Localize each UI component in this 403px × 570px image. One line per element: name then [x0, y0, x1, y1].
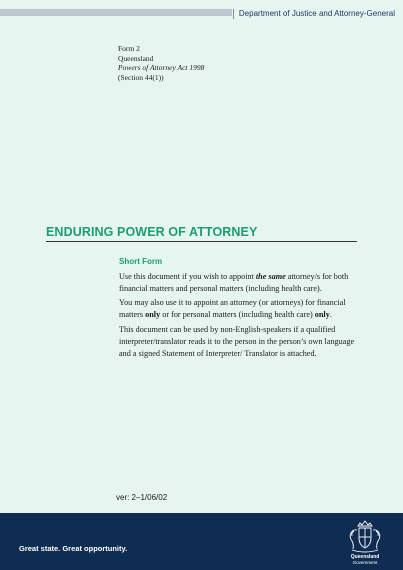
para2-text-b: or for personal matters (including health care) — [160, 310, 315, 320]
header-strip — [0, 9, 232, 16]
department-name: Department of Justice and Attorney-General — [238, 9, 395, 18]
top-header-bar — [0, 0, 403, 26]
form-act: Powers of Attorney Act 1998 — [118, 63, 205, 72]
form-section: (Section 44(1)) — [118, 72, 164, 82]
short-form-heading: Short Form — [119, 257, 163, 266]
paragraph-3: This document can be used by non-English-speakers if a qualified interpreter/translator reads it to the person in the person’s own language and a signed Statement of Interpreter/ Translator is attached. — [119, 324, 355, 358]
para2-bold-2: only — [314, 310, 330, 320]
para1-text-b: attorney/s for both financial matters and personal matters (including health care). — [119, 271, 349, 293]
form-state: Queensland — [118, 53, 154, 63]
short-form-section — [119, 256, 359, 362]
form-number: Form 2 — [118, 44, 140, 53]
para1-text-a: Use this document if you wish to appoint — [119, 271, 256, 281]
logo-government-text: Government — [352, 560, 378, 565]
title-divider — [46, 241, 357, 242]
footer-bar — [0, 513, 403, 570]
para2-text-a: You may also use it to appoint an attorney (or attorneys) for financial matters — [119, 298, 346, 320]
page-title: ENDURING POWER OF ATTORNEY — [46, 225, 258, 239]
queensland-government-logo — [345, 518, 385, 568]
paragraph-2 — [119, 297, 359, 321]
paragraph-1 — [119, 271, 359, 295]
coat-of-arms-icon — [345, 518, 385, 554]
para2-bold-1: only — [145, 310, 161, 320]
version-label: ver: 2–1/06/02 — [116, 493, 168, 502]
para1-emphasis: the same — [255, 271, 286, 281]
form-meta — [118, 44, 204, 82]
footer-slogan: Great state. Great opportunity. — [19, 544, 128, 553]
para2-text-c: . — [329, 310, 332, 320]
logo-queensland-text: Queensland — [350, 554, 380, 560]
